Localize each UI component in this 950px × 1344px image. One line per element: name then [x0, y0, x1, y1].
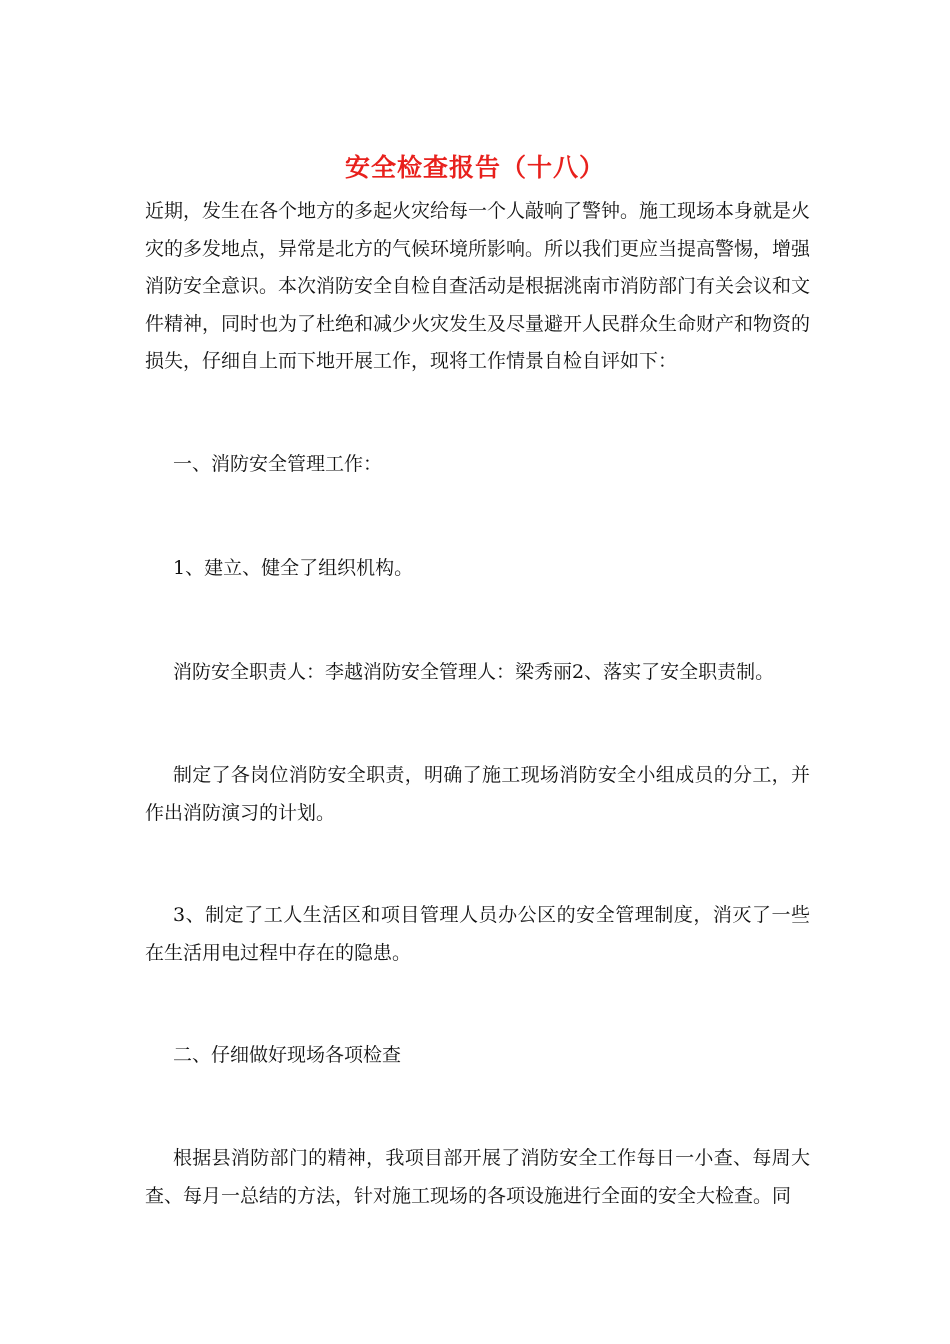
section-heading-1: 一、消防安全管理工作：: [173, 453, 383, 475]
intro-paragraph: 近期，发生在各个地方的多起火灾给每一个人敲响了警钟。施工现场本身就是火灾的多发地点，异常是北方的气候环境所影响。所以我们更应当提高警惕，增强消防安全意识。本次消防安全自检自查活动是根据洮南市消防部门有关会议和文件精神，同时也为了杜绝和减少火灾发生及尽量避开人民群众生命财产和物资的损失，仔细自上而下地开展工作，现将工作情景自检自评如下：: [145, 200, 811, 372]
duties-paragraph: 制定了各岗位消防安全职责，明确了施工现场消防安全小组成员的分工，并作出消防演习的计划。: [145, 764, 810, 824]
item-1-paragraph: 1、建立、健全了组织机构。: [173, 557, 414, 579]
responsible-persons-paragraph: 消防安全职责人：李越消防安全管理人：梁秀丽2、落实了安全职责制。: [173, 661, 775, 683]
document-title: 安全检查报告（十八）: [344, 153, 605, 182]
item-3-paragraph: 3、制定了工人生活区和项目管理人员办公区的安全管理制度，消灭了一些在生活用电过程中存在的隐患。: [145, 904, 810, 964]
section-heading-2: 二、仔细做好现场各项检查: [173, 1044, 402, 1066]
inspection-paragraph: 根据县消防部门的精神，我项目部开展了消防安全工作每日一小查、每周大查、每月一总结的方法，针对施工现场的各项设施进行全面的安全大检查。同: [145, 1147, 810, 1207]
